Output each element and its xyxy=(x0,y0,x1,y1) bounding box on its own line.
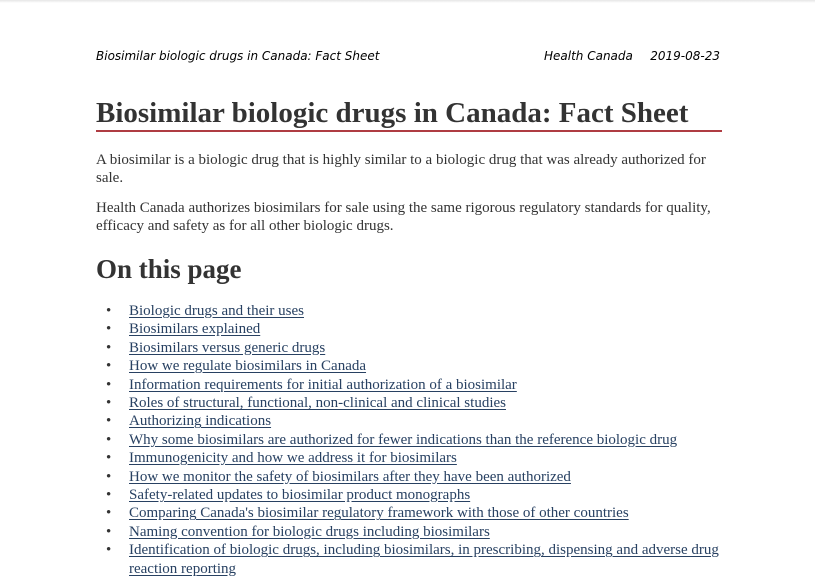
page-top-edge xyxy=(0,0,815,3)
list-item xyxy=(106,468,726,486)
bullet-icon: • xyxy=(106,450,112,467)
running-header-date: 2019-08-23 xyxy=(650,49,720,63)
toc-link-authorizing-indications[interactable]: Authorizing indications xyxy=(129,413,272,430)
bullet-icon: • xyxy=(106,303,112,319)
toc-link-fewer-indications[interactable]: Why some biosimilars are authorized for fewer indications than the reference biologic drug xyxy=(129,431,678,448)
toc-link-roles-of-studies[interactable]: Roles of structural, functional, non-clinical and clinical studies xyxy=(129,395,506,412)
bullet-icon: • xyxy=(106,358,112,375)
list-item xyxy=(106,357,726,375)
toc-link-safety-updates[interactable]: Safety-related updates to biosimilar product monographs xyxy=(129,487,471,504)
toc-link-how-we-regulate[interactable]: How we regulate biosimilars in Canada xyxy=(129,358,367,375)
list-item xyxy=(106,320,726,338)
intro-paragraph-2: Health Canada authorizes biosimilars for sale using the same rigorous regulatory standards for quality, efficacy and safety as for all other biologic drugs. xyxy=(96,200,711,234)
bullet-icon: • xyxy=(106,468,112,485)
bullet-icon: • xyxy=(106,431,112,448)
bullet-icon: • xyxy=(106,413,112,430)
title-underline-rule xyxy=(96,130,722,132)
list-item xyxy=(106,523,726,541)
bullet-icon: • xyxy=(106,395,112,412)
bullet-icon: • xyxy=(106,505,112,522)
bullet-icon: • xyxy=(106,523,112,540)
toc-link-comparing-frameworks[interactable]: Comparing Canada's biosimilar regulatory framework with those of other countries xyxy=(129,505,629,522)
list-item xyxy=(106,339,726,357)
toc-link-biosimilars-vs-generic[interactable]: Biosimilars versus generic drugs xyxy=(129,339,326,356)
list-item xyxy=(106,541,726,578)
list-item xyxy=(106,486,726,504)
running-header-title: Biosimilar biologic drugs in Canada: Fact Sheet xyxy=(96,49,380,63)
list-item xyxy=(106,504,726,522)
bullet-icon: • xyxy=(106,339,112,356)
bullet-icon: • xyxy=(106,542,112,559)
toc-link-immunogenicity[interactable]: Immunogenicity and how we address it for biosimilars xyxy=(129,450,457,467)
bullet-icon: • xyxy=(106,321,112,338)
running-header-organization: Health Canada xyxy=(544,49,633,63)
list-item xyxy=(106,431,726,449)
page-title: Biosimilar biologic drugs in Canada: Fact Sheet xyxy=(96,97,689,129)
intro-paragraph-1: A biosimilar is a biologic drug that is highly similar to a biologic drug that was already authorized for sale. xyxy=(96,152,706,186)
list-item xyxy=(106,449,726,467)
toc-link-monitor-safety[interactable]: How we monitor the safety of biosimilars after they have been authorized xyxy=(129,468,571,485)
list-item xyxy=(106,302,726,320)
list-item xyxy=(106,376,726,394)
on-this-page-heading: On this page xyxy=(96,254,242,284)
list-item xyxy=(106,394,726,412)
toc-link-information-requirements[interactable]: Information requirements for initial authorization of a biosimilar xyxy=(129,376,517,393)
on-this-page-list xyxy=(106,302,726,578)
bullet-icon: • xyxy=(106,487,112,504)
toc-link-biosimilars-explained[interactable]: Biosimilars explained xyxy=(129,321,261,338)
list-item xyxy=(106,412,726,430)
running-header xyxy=(96,47,720,67)
toc-link-naming-convention[interactable]: Naming convention for biologic drugs including biosimilars xyxy=(129,523,490,540)
toc-link-biologic-drugs-uses[interactable]: Biologic drugs and their uses xyxy=(129,303,304,319)
bullet-icon: • xyxy=(106,376,112,393)
toc-link-identification-of-biologics[interactable]: Identification of biologic drugs, including biosimilars, in prescribing, dispensing and adverse drug reaction reporting xyxy=(129,542,719,577)
